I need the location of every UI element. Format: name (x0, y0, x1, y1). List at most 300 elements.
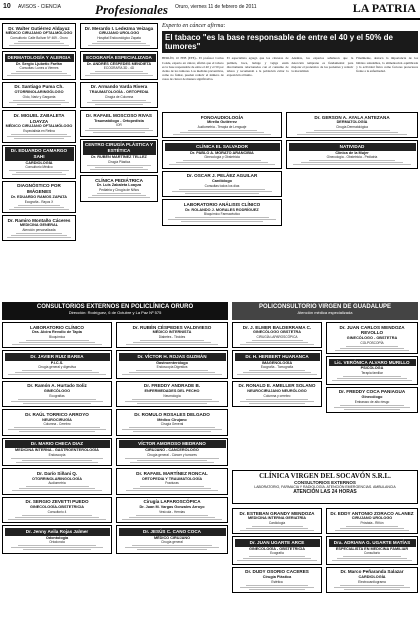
ad-box (116, 468, 228, 494)
text-line (125, 401, 218, 402)
text-line (92, 195, 145, 196)
text-line (14, 427, 99, 428)
ad-details: Diabetes - Tiroides (158, 334, 186, 339)
ad-doctor-name: Dr. DUDY OSORIO CACERES (245, 569, 309, 575)
text-line (237, 374, 316, 375)
ad-box (2, 525, 112, 553)
socavon-hours: ATENCIÓN LAS 24 HORAS (293, 489, 357, 495)
ad-doctor-name: Dr. SERGIO ZEVETTI PUEDO (25, 499, 89, 505)
ad-specialty: Dr. ROLANDO J. MORALES RODRÍGUEZ (185, 207, 259, 212)
article-body (162, 56, 418, 81)
text-line (22, 460, 91, 461)
ad-doctor-name: Dra. ADRIANA G. UGARTE MATÍAS (329, 539, 416, 547)
ad-specialty: TRAUMATOLOGÍA - ORTOPEDIA (89, 90, 149, 95)
ad-specialty: P.I.C.S. (50, 360, 64, 365)
text-line (97, 193, 141, 194)
text-line (175, 217, 268, 218)
text-line (133, 342, 211, 343)
text-line (249, 556, 306, 557)
text-line (314, 130, 390, 131)
ad-specialty: GINECÓLOGO (43, 389, 71, 394)
ad-specialty: Gastroenterólogo (156, 360, 188, 365)
text-line (243, 372, 311, 373)
text-line (19, 342, 96, 343)
text-line (93, 132, 146, 133)
ad-details: Columna y cerebro (263, 393, 291, 398)
ad-doctor-name: Dr. RONALD E. AMELLER SOLANO (238, 383, 316, 389)
ad-details: Consultas: Lunes a Viernes (19, 66, 59, 71)
ad-specialty: DERMATOLOGÍA (336, 120, 368, 125)
ad-details: Cirugía general (161, 540, 183, 545)
text-line (14, 43, 64, 44)
ads-column-2b (116, 322, 228, 556)
text-line (95, 104, 142, 105)
ad-specialty: Mirella Gutiérrez (207, 120, 237, 125)
text-line (11, 134, 67, 135)
ad-box (2, 215, 76, 241)
ad-doctor-name: Dr. VÍCTOR H. ROJAS GUZMÁN (119, 353, 226, 361)
ad-box (80, 23, 158, 49)
ads-column-3c (232, 508, 322, 595)
text-line (173, 134, 272, 135)
ad-specialty: MÉDICO CIRUJANO OFTALMÓLOGO (5, 31, 73, 36)
ad-details: Bioquímico Farmacéutico (204, 212, 240, 217)
ad-details: COLPOSCOPÍA (360, 340, 384, 345)
ad-specialty: MEDICINA GENERAL (19, 223, 59, 228)
text-line (88, 45, 151, 46)
ad-doctor-name: Dr. H. HERBERT HUARANCA (235, 353, 320, 361)
ad-details: Bioquímica (49, 334, 65, 339)
text-line (301, 162, 403, 163)
ad-details: Ecografías (49, 393, 65, 398)
policlinica-banner (2, 302, 228, 320)
text-line (136, 370, 208, 371)
text-line (249, 370, 306, 371)
ad-specialty: MÉDICO INTERNISTA (152, 330, 192, 335)
ad-details: Pediatría y Cirugía de Niños (99, 188, 139, 193)
text-line (297, 134, 406, 135)
ad-details: Cirugía general y digestiva (38, 365, 76, 370)
text-line (243, 558, 311, 559)
ad-doctor-name: Dr. J. ELMER BALDERRAMA C. (242, 324, 312, 330)
ad-specialty: IMAGENOLOGÍA (261, 360, 293, 365)
ad-details: IOR (116, 123, 122, 128)
ad-doctor-name: Dr. JUAN UGARTE ARCE (235, 539, 320, 547)
text-line (179, 189, 264, 190)
ad-box (2, 51, 76, 79)
ad-box (232, 567, 322, 593)
ad-details: Ginecología y Obstetricia (204, 155, 240, 160)
text-line (11, 235, 66, 236)
text-line (137, 460, 208, 461)
ad-details: Ortodoncia (49, 540, 65, 545)
ad-doctor-name: Dr. Merardo I. Ledezma Veizaga (84, 25, 154, 31)
ad-doctor-name: Cirugía LAPAROSCÓPICA (143, 499, 201, 505)
ad-details: Columna - Cerebro (43, 422, 71, 427)
ad-details: Vesícula - Hernias (159, 509, 185, 514)
ads-column-2 (80, 23, 158, 204)
ad-details: Cirugía general - Cáncer y tumores (147, 452, 197, 457)
ad-details: Consultorio Médico (25, 165, 53, 170)
text-line (129, 372, 215, 373)
ad-specialty: Clínica de la Mujer (335, 150, 369, 155)
ad-details: Audiometría - Terapia de Lenguaje (197, 124, 247, 129)
text-line (9, 209, 68, 210)
ad-details: Ginecología - Obstetricia - Pediatría (326, 155, 378, 160)
ad-details: Próstata - Riñón (360, 520, 384, 525)
ad-specialty: CIRUJANO UROLOGO (98, 31, 140, 36)
ad-specialty: Dr. EDUARDO RAMOS ZAPATA (10, 194, 68, 199)
text-line (340, 405, 404, 406)
ad-details: Consultas todos los días (204, 183, 240, 188)
text-line (12, 344, 102, 345)
text-line (92, 100, 146, 101)
socavon-title: CLÍNICA VIRGEN DEL SOCAVÓN S.R.L. (259, 472, 391, 480)
ad-doctor-name: Dr. JESÚS C. CANO COCA (119, 528, 226, 536)
text-line (252, 340, 303, 341)
text-line (332, 560, 413, 561)
ad-details: Consultorio (363, 551, 381, 556)
text-line (346, 346, 398, 347)
ad-specialty: MEDICINA INTERNA - GASTROENTEROLOGÍA (15, 448, 99, 453)
ad-box (2, 145, 76, 179)
text-line (16, 233, 62, 234)
text-line (129, 427, 216, 428)
page-title: Profesionales (95, 2, 168, 17)
text-line (340, 348, 404, 349)
text-line (343, 556, 401, 557)
ad-doctor-name: CENTRO CIRUGÍA PLÁSTICA Y ESTÉTICA (83, 141, 156, 154)
text-line (26, 340, 89, 341)
text-line (344, 589, 401, 590)
ad-box (2, 82, 76, 108)
text-line (14, 207, 64, 208)
text-line (337, 378, 407, 379)
ad-specialty: MÉDICO CIRUJANO (153, 535, 191, 540)
text-line (332, 380, 413, 381)
text-line (11, 547, 102, 548)
ad-box (116, 322, 228, 348)
text-line (176, 162, 268, 163)
text-line (22, 515, 92, 516)
ad-box (2, 468, 112, 494)
ad-doctor-name: VÍCTOR AMOROSO MEDRANO (119, 440, 226, 448)
ad-doctor-name: Dr. Ramiro Montaño Cáceres (7, 217, 71, 223)
ad-box (2, 110, 76, 142)
text-line (9, 102, 69, 103)
text-line (26, 486, 89, 487)
text-line (19, 488, 96, 489)
text-line (185, 193, 260, 194)
ads-column-3 (162, 112, 282, 228)
article-kicker: Experto en cáncer afirma: (162, 23, 226, 29)
text-line (132, 399, 211, 400)
ad-doctor-name: Dr. FREDDY COCA PANIAGUA (338, 389, 406, 395)
ad-doctor-name: DERMATOLOGÍA Y ALERGIA (5, 54, 74, 62)
article-paragraph: BERLÍN, 10 FEB (EFE).- El profesor Carlos Conde, experto en cáncer, afirmó que el tabaco es la base responsable de entre el 40 y el 50 por ciento de los tumores. Las medidas preventivas, como no fumar, pueden reducir el número de casos de cáncer de manera significativa. (162, 56, 224, 82)
ad-box (2, 322, 112, 348)
ad-doctor-name: Lic. VERÓNICA ALVARO MURILLO (329, 359, 416, 367)
ad-doctor-name: Dr. ESTEBAN GRANDY MENDOZA (239, 510, 315, 516)
ad-box (162, 112, 282, 138)
ad-specialty: Dra. Alcira Revollo de Tapia (32, 330, 82, 335)
text-line (132, 545, 211, 546)
text-line (340, 585, 404, 586)
text-line (7, 75, 71, 76)
ad-details: Cirugía de Columna (104, 94, 134, 99)
ad-details: Cirugía Dermatológica (336, 124, 368, 129)
text-line (7, 136, 72, 137)
page-number: 10 (3, 3, 11, 10)
text-line (181, 221, 264, 222)
text-line (240, 401, 314, 402)
text-line (16, 172, 62, 173)
ad-doctor-name: LABORATORIO CLÍNICO (30, 324, 84, 330)
guadalupe-title: POLICONSULTORIO VIRGEN DE GUADALUPE (258, 304, 392, 310)
text-line (11, 401, 102, 402)
text-line (17, 104, 62, 105)
ad-box (2, 438, 112, 466)
ad-box (80, 175, 158, 201)
text-line (23, 403, 91, 404)
text-line (12, 490, 102, 491)
ad-details: Hospital Endourológico Zapata (97, 35, 141, 40)
ad-specialty: GINECÓLOGO - OBSTETRA (346, 335, 398, 340)
text-line (337, 558, 407, 559)
text-line (87, 165, 151, 166)
ad-doctor-name: CLÍNICA EL SALVADOR (165, 143, 280, 151)
text-line (293, 164, 411, 165)
text-line (85, 75, 153, 76)
article-headline: El tabaco "es la base responsable de entre el 40 y el 50% de tumores" (162, 31, 418, 53)
ad-specialty: Cardiólogo (211, 179, 233, 184)
ad-box (80, 82, 158, 108)
text-line (18, 205, 59, 206)
ad-doctor-name: DIAGNÓSTICO POR IMÁGENES (17, 183, 61, 195)
text-line (11, 73, 66, 74)
ad-box (116, 438, 228, 466)
ad-specialty: Odontología (45, 535, 69, 540)
ad-details: Ecografía - Rayos X (24, 199, 54, 204)
ad-details: Cardiología (268, 520, 286, 525)
text-line (87, 102, 151, 103)
text-line (129, 517, 215, 518)
text-line (133, 488, 211, 489)
ad-specialty: MÉDICO CIRUJANO OFTALMÓLOGO (5, 124, 73, 129)
ad-specialty: Traumatólogo - Ortopedista (94, 118, 144, 123)
text-line (309, 160, 394, 161)
ad-details: Consultorio 4 (47, 509, 67, 514)
ad-box (232, 508, 322, 534)
article-paragraph: Finalmente, destacó la importancia de los hábitos saludables, la alimentación equilibrada y la actividad física como factores protectores frente a la enfermedad. (356, 56, 418, 73)
ads-column-4 (286, 112, 418, 171)
ad-box (2, 350, 112, 378)
ad-specialty: GINECÓLOGO OBSTETRA (252, 330, 302, 335)
news-article (162, 23, 418, 81)
socavon-subtitle: CONSULTORIOS EXTERNOS (294, 480, 356, 485)
text-line (85, 130, 154, 131)
text-line (137, 549, 207, 550)
text-line (240, 587, 314, 588)
ad-details: ECOGRAFÍA 3D - 4D (103, 66, 135, 71)
text-line (172, 191, 272, 192)
ad-box (80, 139, 158, 173)
ad-doctor-name: Dr. Armando Varda Rivera (90, 84, 148, 90)
ad-specialty: Dr. PABLO A. MORATO ARANCIBIA (190, 150, 254, 155)
ad-specialty: ORTOPEDIA Y TRAUMATOLOGÍA (141, 476, 203, 481)
text-line (140, 486, 204, 487)
text-line (97, 41, 141, 42)
newspaper-brand: LA PATRIA (352, 1, 416, 15)
ad-details: Endoscopía Digestiva (156, 365, 188, 370)
text-line (16, 462, 99, 463)
text-line (335, 530, 410, 531)
ad-box (116, 497, 228, 523)
ad-specialty: OTORRINOLARINGÓLOGO (14, 90, 64, 95)
text-line (188, 130, 257, 131)
ad-specialty: CARDIOLOGÍA (25, 160, 53, 165)
ad-details: Embarazo de alto riesgo (354, 399, 390, 404)
ad-box (2, 497, 112, 523)
ad-specialty: ENFERMEDADES DEL PECHO (144, 389, 200, 394)
ad-box (326, 387, 418, 413)
ad-doctor-name: Dr. EDUARDO CAMARGO SAHI (5, 147, 74, 160)
ad-box (116, 381, 228, 407)
text-line (249, 403, 304, 404)
ad-details: Endoscopía (48, 452, 66, 457)
text-line (88, 197, 151, 198)
ad-box (2, 409, 112, 435)
text-line (22, 370, 92, 371)
ad-box (116, 525, 228, 553)
text-line (137, 403, 207, 404)
text-line (90, 73, 148, 74)
text-line (246, 399, 309, 400)
ad-doctor-name: Dr. ROMULO ROSALES DELGADO (134, 411, 210, 417)
text-line (169, 164, 276, 165)
ad-specialty: Dr. ANDRÉS CÉSPEDES MENDIETA (86, 61, 152, 66)
ads-column-1b (2, 322, 112, 556)
text-line (92, 43, 145, 44)
text-line (246, 528, 308, 529)
text-line (9, 170, 70, 171)
text-line (14, 138, 64, 139)
article-paragraph: Además, los expertos señalaron que la detección temprana es fundamental para mejorar el pronóstico de los pacientes y reducir la mortalidad. (291, 56, 354, 73)
ad-doctor-name: Dr. Walter Gutiérrez Aldayuz (8, 25, 70, 31)
text-line (8, 519, 106, 520)
ad-details: Audiometría (48, 481, 66, 486)
guadalupe-subtitle: Atención médica especializada (297, 310, 353, 315)
ad-doctor-name: ECOGRAFÍA ESPECIALIZADA (83, 54, 156, 62)
ad-box (232, 536, 322, 564)
text-line (122, 374, 222, 375)
ad-details: Cirugía Plástica (107, 159, 131, 164)
text-line (125, 547, 218, 548)
ads-column-1 (2, 23, 76, 243)
text-line (306, 132, 399, 133)
text-line (18, 41, 59, 42)
policlinica-title: CONSULTORIOS EXTERNOS EN POLICLÍNICA ORURO (36, 304, 194, 310)
ad-details: Estética (271, 579, 283, 584)
text-line (95, 167, 143, 168)
text-line (343, 376, 401, 377)
text-line (130, 462, 215, 463)
guadalupe-banner (232, 302, 418, 320)
socavon-services: LABORATORIO, FARMACIA Y RADIOLOGÍA. ATENCIÓN EMERGENCIAS. AMBULANCIA (254, 485, 396, 489)
ad-doctor-name: Dr. Jenny Avila Rojas Jalmer (5, 528, 110, 536)
ad-doctor-name: Dr. RAÚL TORRICO ARROYO (25, 411, 89, 417)
ad-specialty: CIRUJANO UROLOGO (351, 516, 393, 521)
ad-box (286, 112, 418, 138)
ad-specialty: Dr. Juan M. Vargas Gonzales Arroyo (139, 505, 205, 510)
ad-doctor-name: Dr. JAVIER RUIZ BAREA (5, 353, 110, 361)
ad-specialty: Dr. RUBÉN MARTÍNEZ TELLEZ (91, 154, 147, 159)
ads-column-4c (326, 508, 418, 595)
text-line (18, 545, 96, 546)
ad-doctor-name: CLÍNICA PEDIÁTRICA (95, 177, 143, 183)
text-line (122, 519, 222, 520)
text-line (168, 219, 276, 220)
ad-box (286, 140, 418, 168)
ad-specialty: Dr. Luis Zabaleta Loayza (96, 183, 142, 188)
ad-doctor-name: Dr. RAFAEL MARTÍNEZ RONCAL (136, 470, 208, 476)
text-line (89, 128, 148, 129)
ad-box (326, 508, 418, 534)
text-line (13, 100, 64, 101)
text-line (140, 340, 204, 341)
ad-specialty: OTORRINOLARINGOLOGÍA (32, 476, 82, 481)
ad-doctor-name: Dr. Marco Peñaranda Salazar (340, 569, 404, 575)
ad-specialty: Ginecólogo (361, 394, 383, 399)
ad-box (326, 567, 418, 593)
text-line (8, 429, 107, 430)
text-line (95, 71, 144, 72)
date-line: Oruro, viernes 11 de febrero de 2011 (175, 4, 257, 10)
text-line (183, 160, 260, 161)
ad-doctor-name: Dr. Santiago Puma Ch. (14, 84, 64, 90)
text-line (249, 589, 304, 590)
page-header (0, 0, 420, 20)
ad-box (326, 536, 418, 564)
ad-doctor-name: FONOAUDIOLOGÍA (200, 114, 244, 120)
ad-details: CIRUGÍA LAPAROSCÓPICA (256, 334, 298, 339)
text-line (125, 458, 219, 459)
text-line (16, 71, 62, 72)
ad-box (80, 51, 158, 79)
ad-box (80, 110, 158, 136)
ad-box (162, 199, 282, 225)
text-line (334, 587, 410, 588)
ads-column-4b (326, 322, 418, 415)
ad-doctor-name: Dr. EDDY ANTONIO ZORACO ALANEZ (330, 510, 414, 516)
ads-column-3b (232, 322, 322, 409)
ad-doctor-name: Dr. FREDDY ANDRADE B. (143, 383, 201, 389)
text-line (344, 409, 401, 410)
text-line (7, 237, 71, 238)
ad-box (2, 181, 76, 213)
text-line (136, 515, 208, 516)
ad-doctor-name: Dr. Ramón A. Hurtado Soliz (27, 383, 87, 389)
text-line (240, 530, 313, 531)
policlinica-address: Dirección: Rodríguez, 6 de Octubre y La Paz Nº 575 (68, 310, 162, 315)
ad-details: Especialista en Retina (23, 129, 55, 134)
text-line (90, 169, 148, 170)
text-line (122, 429, 223, 430)
text-line (334, 407, 410, 408)
text-line (335, 350, 410, 351)
ad-box (116, 409, 228, 435)
text-line (246, 585, 309, 586)
